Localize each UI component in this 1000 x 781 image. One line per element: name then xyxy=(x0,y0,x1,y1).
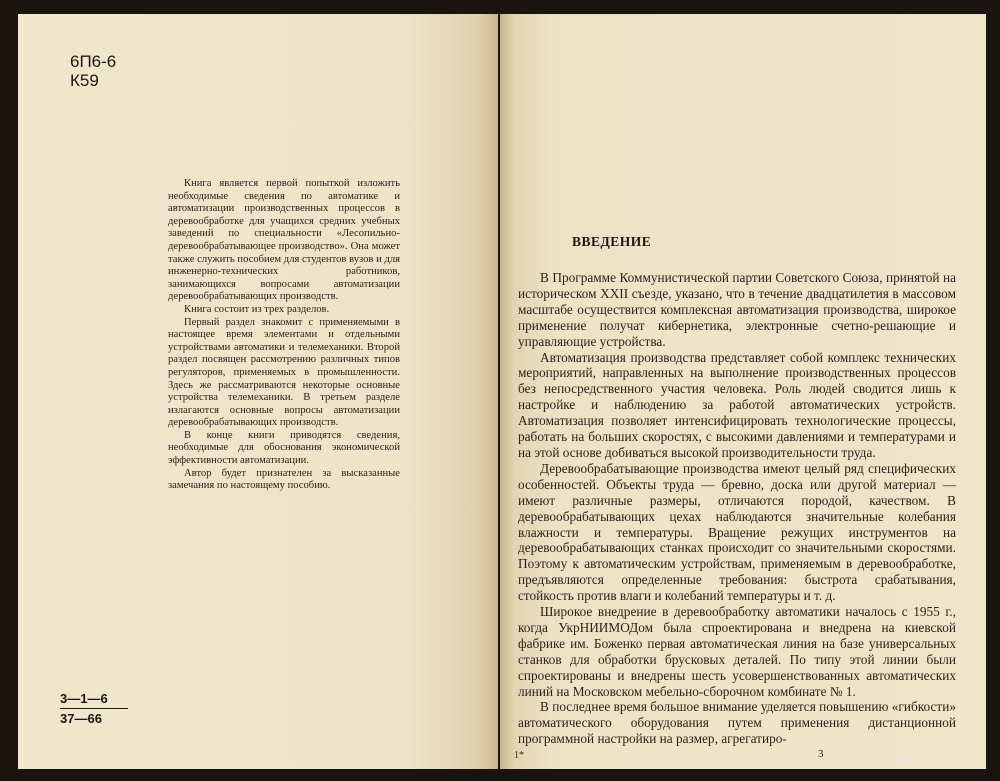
body-paragraph: В последнее время большое внимание уделяется повышению «гибкости» автоматического оборудования путем применения дистанционной программной настройки на размер, агрегатиро- xyxy=(518,699,956,747)
classification-line-2: К59 xyxy=(70,71,99,90)
publication-codes xyxy=(60,690,128,727)
body-paragraph: Автоматизация производства представляет собой комплекс технических мероприятий, направленных на выполнение производственных процессов без непосредственного участия человека. Роль людей сводится лишь к настройке и наблюдению за работой автоматических устройств. Автоматизация позволяет интенсифицировать технологические процессы, работать на больших скоростях, с высокими давлениями и температурами и на этой основе добиваться высокой производительности труда. xyxy=(518,349,956,460)
book-annotation xyxy=(168,178,400,493)
annotation-paragraph: В конце книги приводятся сведения, необходимые для обоснования экономической эффективности автоматизации. xyxy=(168,429,400,467)
body-paragraph: Широкое внедрение в деревообработку автоматики началось с 1955 г., когда УкрНИИМОДом была спроектирована и внедрена на киевской фабрике им. Боженко первая автоматическая линия на базе универсальных станков для обработки брусковых деталей. По типу этой линии были спроектированы и внедрены шесть усовершенствованных автоматических линий на Московском мебельно-сборочном комбинате № 1. xyxy=(518,604,956,699)
annotation-paragraph: Книга состоит из трех разделов. xyxy=(184,303,330,315)
publication-code-1: 3—1—6 xyxy=(60,690,128,709)
signature-mark: 1* xyxy=(514,750,524,761)
annotation-paragraph: Книга является первой попыткой изложить необходимые сведения по автоматике и автоматизации производственных процессов в деревообработке для учащихся средних учебных заведений по специальности «Лесопильно-деревообрабатывающее производство». Она может также служить пособием для студентов вузов и для инженерно-технических работников, занимающихся вопросами автоматизации деревообрабатывающих производств. xyxy=(168,178,400,303)
annotation-paragraph: Первый раздел знакомит с применяемыми в настоящее время элементами и отдельными устройствами автоматики и телемеханики. Второй раздел посвящен рассмотрению различных типов регуляторов, применяемых в промышленности. Здесь же рассматриваются некоторые основные устройства телемеханики. В третьем разделе излагаются основные вопросы автоматизации деревообрабатывающих производств. xyxy=(168,316,400,429)
left-page xyxy=(18,14,498,769)
publication-code-2: 37—66 xyxy=(60,711,102,726)
introduction-text xyxy=(518,270,956,747)
classification-line-1: 6П6-6 xyxy=(70,52,117,71)
body-paragraph: Деревообрабатывающие производства имеют целый ряд специфических особенностей. Объекты труда — бревно, доска или другой материал — имеют различные размеры, отличаются породой, качеством. В деревообрабатывающих цехах наблюдаются значительные колебания влажности и температуры. Вращение режущих инструментов на деревообрабатывающих станках происходит со значительными скоростями. Поэтому к автоматическим устройствам, применяемым в деревообработке, предъявляются определенные требования: быстрота срабатывания, стойкость против влаги и колебаний температуры и т. д. xyxy=(518,460,956,604)
site-watermark: www.meshok.ru xyxy=(888,754,959,765)
right-page xyxy=(500,14,986,769)
annotation-paragraph: Автор будет признателен за высказанные замечания по настоящему пособию. xyxy=(168,467,400,492)
chapter-title: ВВЕДЕНИЕ xyxy=(572,234,652,249)
page-number: 3 xyxy=(818,748,824,760)
classification-code xyxy=(70,52,116,90)
body-paragraph: В Программе Коммунистической партии Советского Союза, принятой на историческом XXII съезде, указано, что в течение двадцатилетия в массовом масштабе осуществится комплексная автоматизация производства, широкое применение получат кибернетика, электронные счетно-решающие и управляющие устройства. xyxy=(518,270,956,349)
